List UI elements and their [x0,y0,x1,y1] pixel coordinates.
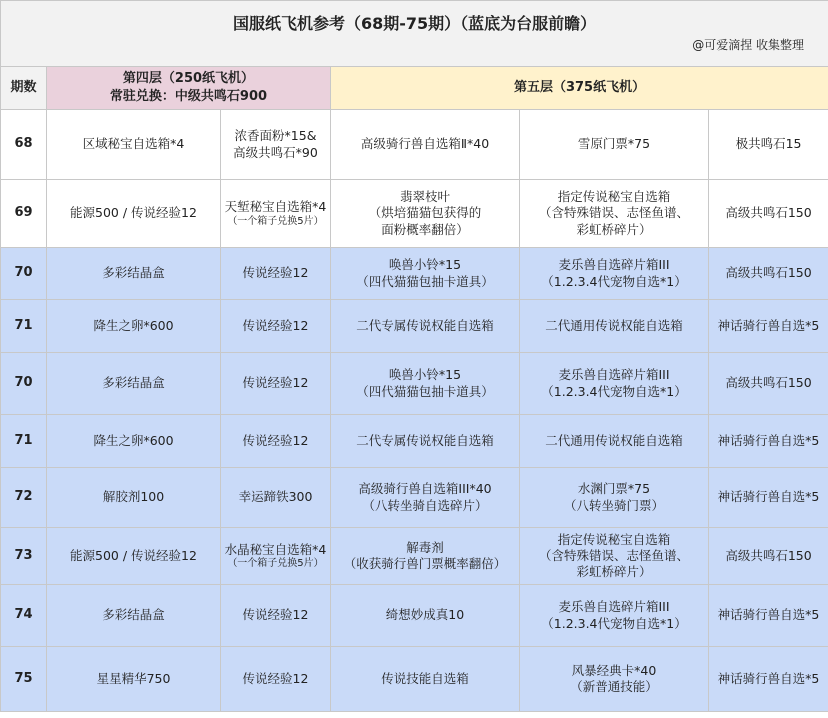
reward-text: 高级骑行兽自选箱Ⅱ*40 [360,136,490,152]
reward-text: （含特殊错误、志怪鱼谱、 [538,547,689,563]
reward-cell-layer5 [709,468,828,528]
reward-text: 神话骑行兽自选*5 [717,607,820,623]
reward-text: 彩虹桥碎片） [576,564,652,580]
reward-cell-layer4 [47,353,221,415]
reward-cell-layer5 [709,647,828,712]
reward-cell-layer5 [331,110,520,180]
reward-cell-layer4 [221,353,331,415]
reward-cell-layer5 [709,585,828,647]
reward-text: 高级共鸣石*90 [233,144,318,160]
period-cell: 73 [1,528,47,585]
reward-cell-layer4 [221,528,331,585]
reward-text: （新普通技能） [570,679,658,694]
credit-text: @可爱滴捏 收集整理 [692,38,805,52]
reward-text: 传说经验12 [242,317,309,333]
reward-text: 多彩结晶盒 [102,265,165,281]
reward-text: 传说经验12 [242,607,309,623]
reward-cell-layer5 [520,353,709,415]
period-cell: 74 [1,585,47,647]
reward-text: 面粉概率翻倍） [381,221,469,237]
reward-text: 传说经验12 [242,375,309,391]
reward-cell-layer4 [221,585,331,647]
reward-text: 多彩结晶盒 [102,607,165,623]
reward-cell-layer4 [221,300,331,353]
reward-text: 区域秘宝自选箱*4 [82,136,185,152]
reward-cell-layer4 [221,180,331,248]
header-row [1,67,828,110]
reward-cell-layer5 [331,248,520,300]
table-row [1,248,828,300]
reward-cell-layer4 [47,248,221,300]
reward-text: 唤兽小铃*15 [388,257,462,273]
reward-cell-layer4 [47,468,221,528]
layer4-header [47,67,331,110]
reward-text: （1.2.3.4代宠物自选*1） [541,383,687,399]
reward-text: 能源500 / 传说经验12 [70,205,197,221]
reward-text: 麦乐兽自选碎片箱III [558,257,670,273]
reward-text: 高级共鸣石150 [725,265,812,281]
reward-cell-layer5 [520,528,709,585]
reward-cell-layer4 [47,300,221,353]
reward-text: 星星精华750 [96,670,171,686]
reward-cell-layer5 [520,110,709,180]
reward-text: 传说经验12 [242,265,309,281]
reward-text: 二代专属传说权能自选箱 [356,432,494,448]
reward-text: 降生之卵*600 [93,317,174,333]
reward-cell-layer4 [221,110,331,180]
reward-text: 解胶剂100 [102,489,165,505]
reward-text: 传说经验12 [242,670,309,686]
reward-text: 翡翠枝叶 [399,189,450,205]
reward-text: 彩虹桥碎片） [576,221,652,237]
reward-cell-layer5 [331,415,520,468]
reward-text: 二代通用传说权能自选箱 [545,432,683,448]
reward-text: 传说经验12 [242,432,309,448]
reward-text: （四代猫猫包抽卡道具） [356,383,494,399]
table-row [1,585,828,647]
reward-cell-layer5 [709,110,828,180]
reward-text: （1.2.3.4代宠物自选*1） [541,615,687,631]
reward-text: 解毒剂 [406,539,444,555]
reward-cell-layer5 [709,415,828,468]
reward-text: （八转坐骑门票） [563,497,664,513]
reward-text: 唤兽小铃*15 [388,367,462,383]
reward-cell-layer4 [47,180,221,248]
reward-note: （一个箱子兑换5片） [227,215,324,227]
reward-text: 幸运蹄铁300 [238,489,313,505]
reward-text: 极共鸣石15 [735,136,802,152]
reward-text: 指定传说秘宝自选箱 [557,189,671,205]
period-cell: 72 [1,468,47,528]
reward-text: 降生之卵*600 [93,432,174,448]
reward-text: 神话骑行兽自选*5 [717,317,820,333]
period-cell: 75 [1,647,47,712]
reward-cell-layer4 [47,110,221,180]
period-cell: 71 [1,415,47,468]
reward-cell-layer4 [221,415,331,468]
reward-cell-layer4 [47,528,221,585]
period-cell: 68 [1,110,47,180]
reward-cell-layer5 [331,585,520,647]
reward-text: 神话骑行兽自选*5 [717,489,820,505]
reward-text: 麦乐兽自选碎片箱III [558,599,670,615]
reward-text: （四代猫猫包抽卡道具） [356,273,494,289]
reward-text: （1.2.3.4代宠物自选*1） [541,273,687,289]
reward-text: 绮想妙成真10 [385,607,465,623]
reward-cell-layer5 [520,647,709,712]
reward-text: 浓香面粉*15& [234,128,317,144]
reward-cell-layer5 [331,468,520,528]
reward-cell-layer4 [47,647,221,712]
reward-cell-layer5 [520,415,709,468]
table-row [1,647,828,712]
layer5-header: 第五层（375纸飞机） [331,67,828,110]
reward-cell-layer5 [709,300,828,353]
reward-cell-layer4 [47,585,221,647]
reward-cell-layer5 [709,353,828,415]
reward-cell-layer5 [520,585,709,647]
reward-text: 高级共鸣石150 [725,547,812,563]
reward-cell-layer5 [709,528,828,585]
reward-cell-layer5 [331,528,520,585]
page-title: 国服纸飞机参考（68期-75期）（蓝底为台服前瞻） [232,14,597,33]
reward-cell-layer5 [331,300,520,353]
reward-text: 水晶秘宝自选箱*4 [224,541,327,557]
reward-text: 传说技能自选箱 [381,670,469,686]
period-cell: 70 [1,353,47,415]
reward-text: （烘培猫猫包获得的 [368,205,482,221]
layer4-header-line1: 第四层（250纸飞机） [122,71,255,87]
table-row [1,528,828,585]
layer4-header-line2: 常驻兑换：中级共鸣石900 [109,89,268,104]
reward-cell-layer5 [331,353,520,415]
table-row [1,300,828,353]
period-header: 期数 [1,67,47,110]
reward-cell-layer5 [520,300,709,353]
reward-text: 水渊门票*75 [577,481,651,497]
reward-cell-layer5 [709,180,828,248]
table-row [1,468,828,528]
reward-text: （八转坐骑自选碎片） [362,497,488,513]
reward-text: 二代通用传说权能自选箱 [545,317,683,333]
reward-text: 高级共鸣石150 [725,205,812,221]
reward-text: 神话骑行兽自选*5 [717,432,820,448]
period-cell: 71 [1,300,47,353]
reward-text: 风暴经典卡*40 [571,662,657,678]
reward-text: 天堑秘宝自选箱*4 [224,199,327,215]
reward-text: 麦乐兽自选碎片箱III [558,367,670,383]
reward-cell-layer5 [331,647,520,712]
reward-cell-layer4 [221,647,331,712]
reward-note: （一个箱子兑换5片） [227,558,324,570]
period-cell: 70 [1,248,47,300]
reward-text: 多彩结晶盒 [102,375,165,391]
reward-cell-layer5 [331,180,520,248]
table-row [1,110,828,180]
reward-text: 高级骑行兽自选箱III*40 [358,481,492,497]
reward-cell-layer5 [520,180,709,248]
reward-cell-layer4 [221,248,331,300]
reward-text: 能源500 / 传说经验12 [70,547,197,563]
reward-cell-layer4 [221,468,331,528]
reward-text: 二代专属传说权能自选箱 [356,317,494,333]
reward-text: （含特殊错误、志怪鱼谱、 [538,205,689,221]
title-bar [1,1,828,67]
reward-text: 雪原门票*75 [577,136,651,152]
reward-text: 神话骑行兽自选*5 [717,670,820,686]
reward-text: （收获骑行兽门票概率翻倍） [343,556,507,571]
reward-cell-layer5 [709,248,828,300]
reward-cell-layer5 [520,248,709,300]
reward-cell-layer4 [47,415,221,468]
reward-text: 指定传说秘宝自选箱 [557,531,671,547]
table-row [1,415,828,468]
period-cell: 69 [1,180,47,248]
reward-cell-layer5 [520,468,709,528]
table-row [1,180,828,248]
table-row [1,353,828,415]
reward-text: 高级共鸣石150 [725,375,812,391]
